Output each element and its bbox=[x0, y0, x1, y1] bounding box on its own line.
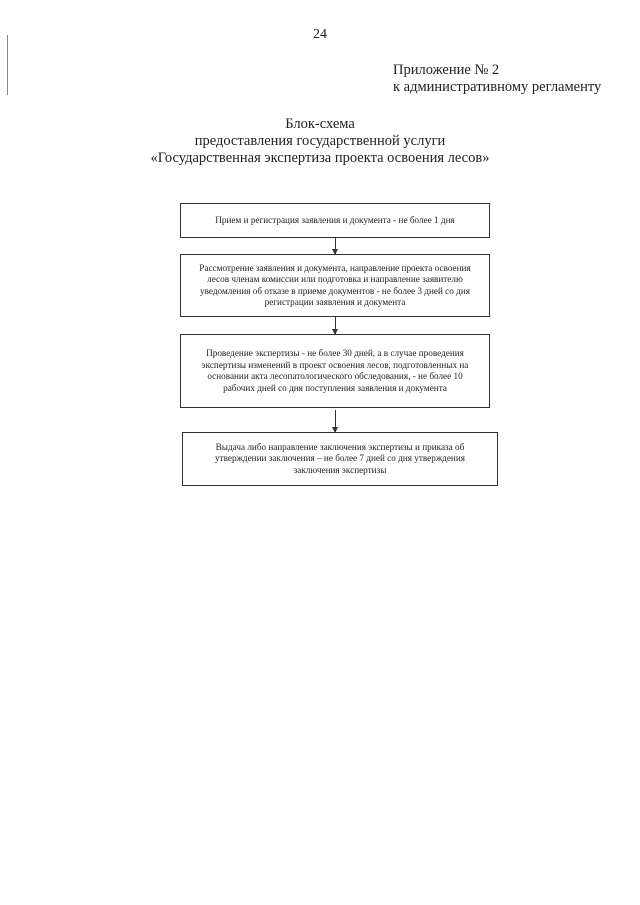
scan-margin-mark bbox=[7, 35, 8, 95]
flow-step-1-text: Прием и регистрация заявления и документа - не более 1 дня bbox=[215, 214, 455, 225]
flow-arrow-2 bbox=[335, 317, 336, 334]
flow-step-2 bbox=[180, 254, 490, 317]
flow-arrow-3 bbox=[335, 410, 336, 432]
page-number: 24 bbox=[313, 27, 327, 42]
title-line-3: «Государственная экспертиза проекта освоения лесов» bbox=[150, 150, 490, 166]
title-line-2: предоставления государственной услуги bbox=[194, 133, 446, 149]
flow-step-4 bbox=[182, 432, 498, 486]
appendix-reference: к административному регламенту bbox=[393, 79, 602, 95]
flow-step-1 bbox=[180, 203, 490, 238]
title-line-1: Блок-схема bbox=[285, 116, 355, 132]
flow-step-3-text: Проведение экспертизы - не более 30 дней, а в случае проведения экспертизы изменений в проект освоения лесов, подготовленных на основании акта лесопатологического обследования, - не более 10 рабочих дней со дня поступления заявления и документа bbox=[201, 348, 469, 393]
flow-arrow-1 bbox=[335, 238, 336, 254]
appendix-header bbox=[393, 62, 601, 96]
appendix-number: Приложение № 2 bbox=[393, 62, 500, 78]
flow-step-2-text: Рассмотрение заявления и документа, направление проекта освоения лесов членам комиссии или подготовка и направление заявителю уведомления об отказе в приеме документов - не более 3 дней со дня регистрации заявления и документа bbox=[199, 262, 471, 307]
flow-step-3 bbox=[180, 334, 490, 408]
document-title bbox=[0, 116, 640, 167]
flow-step-4-text: Выдача либо направление заключения экспертизы и приказа об утверждении заключения – не более 7 дней со дня утверждения заключения экспертизы bbox=[215, 441, 465, 475]
